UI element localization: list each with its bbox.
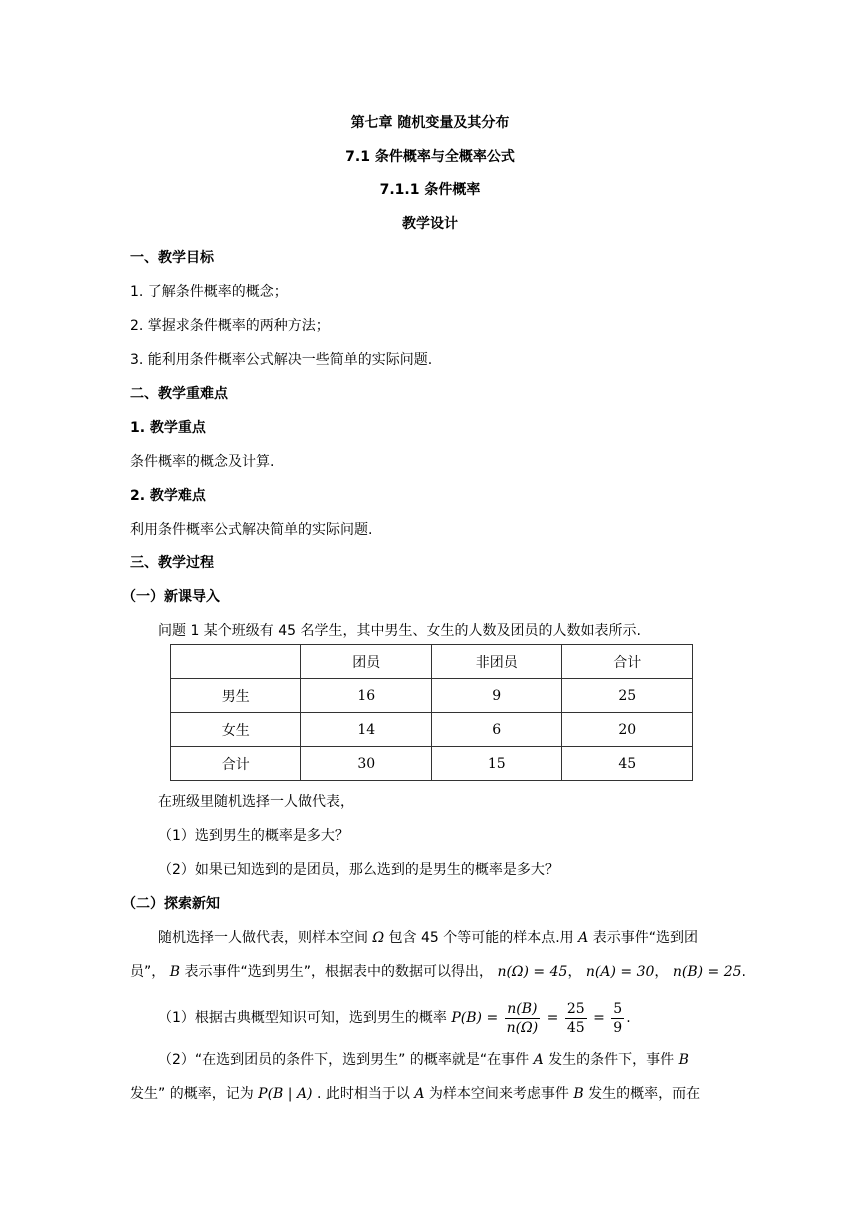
table-cell: 20 bbox=[562, 713, 693, 747]
paragraph-line: 员”， B 表示事件“选到男生”，根据表中的数据可以得出， n(Ω) = 45， n(A) = 30， n(B) = 25. bbox=[130, 964, 746, 980]
event-a-symbol: A bbox=[414, 1086, 425, 1102]
text-span: 员”， bbox=[130, 964, 166, 980]
table-cell: 合计 bbox=[171, 747, 301, 781]
count-omega: n(Ω) = 45 bbox=[497, 964, 568, 980]
problem-text: 问题 1 某个班级有 45 名学生，其中男生、女生的人数及团员的人数如表所示. bbox=[158, 623, 641, 639]
difficulty-text: 利用条件概率公式解决简单的实际问题. bbox=[130, 522, 373, 538]
chapter-title: 第七章 随机变量及其分布 bbox=[350, 115, 510, 131]
table-cell: 合计 bbox=[562, 645, 693, 679]
omega-symbol: Ω bbox=[372, 930, 385, 946]
fraction-numerator: 5 bbox=[613, 1000, 623, 1017]
text-span: 表示事件“选到团 bbox=[592, 930, 698, 946]
count-a: n(A) = 30 bbox=[585, 964, 655, 980]
text-span: （1）根据古典概型知识可知，选到男生的概率 bbox=[158, 1010, 447, 1026]
table-cell: 15 bbox=[431, 747, 562, 781]
text-span: 表示事件“选到男生”，根据表中的数据可以得出， bbox=[184, 964, 493, 980]
table-cell: 6 bbox=[431, 713, 562, 747]
fraction-denominator: n(Ω) bbox=[506, 1019, 539, 1036]
table-row bbox=[171, 747, 693, 781]
document-title: 教学设计 bbox=[402, 216, 458, 232]
table-cell: 9 bbox=[431, 679, 562, 713]
fraction-numerator: n(B) bbox=[505, 1000, 541, 1019]
intro-heading: （一）新课导入 bbox=[122, 589, 220, 605]
keypoints-heading: 二、教学重难点 bbox=[130, 386, 228, 402]
text-span: 为样本空间来考虑事件 bbox=[428, 1086, 569, 1102]
event-b-symbol: B bbox=[169, 964, 181, 980]
text-span: 包含 45 个等可能的样本点.用 bbox=[388, 930, 574, 946]
student-table bbox=[170, 644, 693, 781]
text-span: （2）“在选到团员的条件下，选到男生” 的概率就是“在事件 bbox=[158, 1052, 530, 1068]
table-cell: 非团员 bbox=[431, 645, 562, 679]
table-cell: 男生 bbox=[171, 679, 301, 713]
paragraph-line: （1）根据古典概型知识可知，选到男生的概率 P(B) = $\frac{n(B)}{n(\Omega)}$ = $\frac{25}{45}$ = $\frac{5}{9}$ . bbox=[158, 1000, 631, 1036]
table-row bbox=[171, 679, 693, 713]
subsection-title: 7.1.1 条件概率 bbox=[379, 182, 481, 198]
goal-item: 1. 了解条件概率的概念； bbox=[130, 284, 288, 300]
fraction-numerator: 25 bbox=[566, 1000, 585, 1017]
table-cell: 30 bbox=[301, 747, 432, 781]
table-cell: 14 bbox=[301, 713, 432, 747]
difficulty-heading: 2. 教学难点 bbox=[130, 488, 206, 504]
fraction-denominator: 45 bbox=[566, 1019, 585, 1036]
table-cell bbox=[171, 645, 301, 679]
question-2: （2）如果已知选到的是团员，那么选到的是男生的概率是多大？ bbox=[158, 862, 559, 878]
fraction bbox=[505, 1000, 541, 1037]
process-heading: 三、教学过程 bbox=[130, 555, 214, 571]
text-span: 随机选择一人做代表，则样本空间 bbox=[158, 930, 368, 946]
count-b: n(B) = 25 bbox=[672, 964, 742, 980]
text-span: 发生的概率，而在 bbox=[588, 1086, 701, 1102]
table-cell: 45 bbox=[562, 747, 693, 781]
event-b-symbol: B bbox=[678, 1052, 689, 1068]
text-span: . 此时相当于以 bbox=[316, 1086, 410, 1102]
paragraph-line bbox=[158, 1050, 689, 1070]
fraction bbox=[611, 1000, 624, 1037]
goal-item: 2. 掌握求条件概率的两种方法； bbox=[130, 318, 330, 334]
event-a-symbol: A bbox=[533, 1052, 544, 1068]
focus-text: 条件概率的概念及计算. bbox=[130, 454, 275, 470]
table-header-row bbox=[171, 645, 693, 679]
after-table-text: 在班级里随机选择一人做代表， bbox=[158, 794, 354, 810]
conditional-prob: P(B | A) bbox=[258, 1086, 313, 1102]
goal-item: 3. 能利用条件概率公式解决一些简单的实际问题. bbox=[130, 352, 433, 368]
table-cell: 团员 bbox=[301, 645, 432, 679]
event-a-symbol: A bbox=[578, 930, 589, 946]
event-b-symbol: B bbox=[573, 1086, 584, 1102]
goals-heading: 一、教学目标 bbox=[130, 250, 214, 266]
table-cell: 16 bbox=[301, 679, 432, 713]
paragraph-line bbox=[130, 1084, 700, 1104]
prob-b-label: P(B) = bbox=[451, 1010, 499, 1026]
table-cell: 25 bbox=[562, 679, 693, 713]
text-span: 发生的条件下，事件 bbox=[548, 1052, 675, 1068]
fraction bbox=[565, 1000, 587, 1037]
table-row bbox=[171, 713, 693, 747]
paragraph-line bbox=[158, 928, 698, 948]
section-title: 7.1 条件概率与全概率公式 bbox=[345, 149, 515, 165]
explore-heading: （二）探索新知 bbox=[122, 896, 220, 912]
question-1: （1）选到男生的概率是多大？ bbox=[158, 828, 349, 844]
table-cell: 女生 bbox=[171, 713, 301, 747]
text-span: 发生” 的概率，记为 bbox=[130, 1086, 254, 1102]
fraction-denominator: 9 bbox=[613, 1019, 623, 1036]
focus-heading: 1. 教学重点 bbox=[130, 420, 206, 436]
